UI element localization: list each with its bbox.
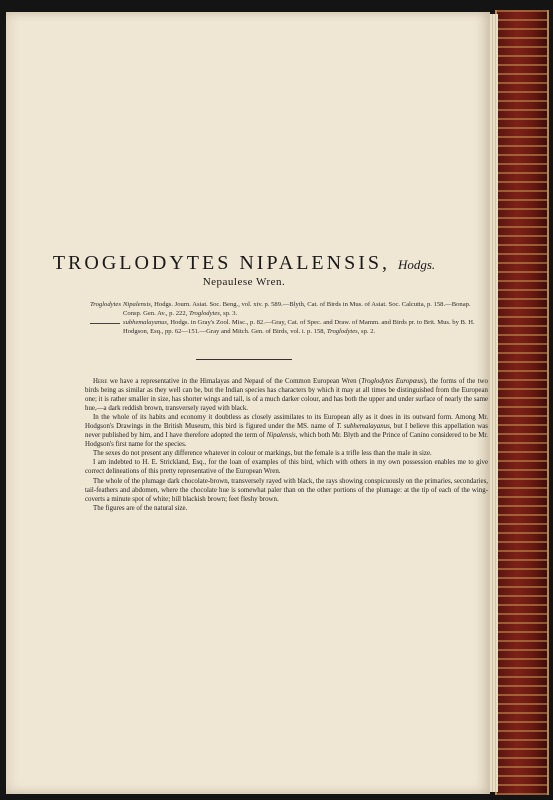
text-run: ), the forms of the two birds being as similar as they well can be, but the Indian species has characters by which it may at all times be distinguished from the European one; it is rather smaller in size, has shorter wings and tail, is of a much darker colour, and has both the upper and under surface of nearly the same hue,—a dark reddish brown, transversely rayed with black. [85, 378, 488, 413]
synonymy-text [123, 301, 487, 318]
text-run: subhemalayanus [123, 319, 167, 326]
text-run: , sp. 2. [357, 327, 376, 335]
text-run: T. subhemalayanus [336, 423, 390, 431]
species-title-name: TROGLODYTES NIPALENSIS, [52, 252, 390, 274]
text-run: , but I believe this appellation was never published by him, and I have therefore adopted the term of [85, 423, 488, 440]
text-run: we have a representative in the Himalayas and Nepaul of the Common European Wren ( [107, 378, 362, 385]
text-run: Troglodytes [326, 327, 358, 335]
section-divider [196, 359, 292, 360]
text-run: I am indebted to H. E. Strickland, Esq., for the loan of examples of this bird, which with others in my own possession enables me to give correct delineations of this pretty representative of the European Wren. [85, 459, 488, 476]
paragraph [85, 504, 488, 513]
synonymy-text [123, 319, 487, 336]
paragraph [85, 477, 488, 504]
common-name: Nepaulese Wren. [202, 276, 286, 288]
paragraph [85, 377, 488, 413]
species-title-author: Hodgs. [397, 257, 436, 272]
synonymy-entry-2 [90, 319, 490, 336]
book-binding-edge [495, 10, 549, 795]
paragraph [85, 413, 488, 449]
paragraph [85, 458, 488, 476]
species-title [6, 252, 482, 275]
text-run: The sexes do not present any difference whatever in colour or markings, but the female is a trifle less than the male in size. [93, 450, 432, 458]
text-run: , sp. 3. [219, 309, 238, 317]
text-run: The figures are of the natural size. [93, 504, 188, 512]
description-body [85, 377, 488, 513]
text-run: In the whole of its habits and economy it doubtless as closely assimilates to its European ally as it does in its outward form. Among Mr. Hodgson's Drawings in the British Museum, this bird is figured under the MS. name of [85, 414, 488, 431]
text-run: Troglodytes [188, 309, 220, 317]
paragraph [85, 449, 488, 458]
text-run: , Hodgs. in Gray's Zool. Misc., p. 82.—Gray, Cat. of Spec. and Draw. of Mamm. and Birds pr. to Brit. Mus. by B. H. Hodgson, Esq., pp. 62—151.—Gray and Mitch. Gen. of Birds, vol. i. p. 158, [123, 319, 475, 335]
text-run: Troglodytes Europæus [361, 378, 424, 385]
text-run: Nipalensis [123, 301, 151, 308]
synonymy-dash [90, 323, 120, 324]
text-run: , Hodgs. Journ. Asiat. Soc. Beng., vol. xiv. p. 589.—Blyth, Cat. of Birds in Mus. of Asiat. Soc. Calcutta, p. 158.—Bonap. Consp. Gen. Av., p. 222, [123, 301, 471, 317]
synonymy-entry-1 [90, 301, 490, 318]
text-run: The whole of the plumage dark chocolate-brown, transversely rayed with black, the rays showing conspicuously on the primaries, secondaries, tail-feathers and abdomen, where the chocolate hue is somewhat paler than on the other portions of the plumage: at the tip of each of the wing-coverts a minute spot of white; bill blackish brown; feet fleshy brown. [85, 477, 488, 503]
text-run: , which both Mr. Blyth and the Prince of Canino considered to be Mr. Hodgson's first name for the species. [85, 432, 488, 449]
text-run: Here [93, 378, 108, 385]
synonymy-lead: Troglodytes [90, 301, 121, 308]
text-run: Nipalensis [266, 432, 296, 440]
book-page [6, 12, 490, 794]
